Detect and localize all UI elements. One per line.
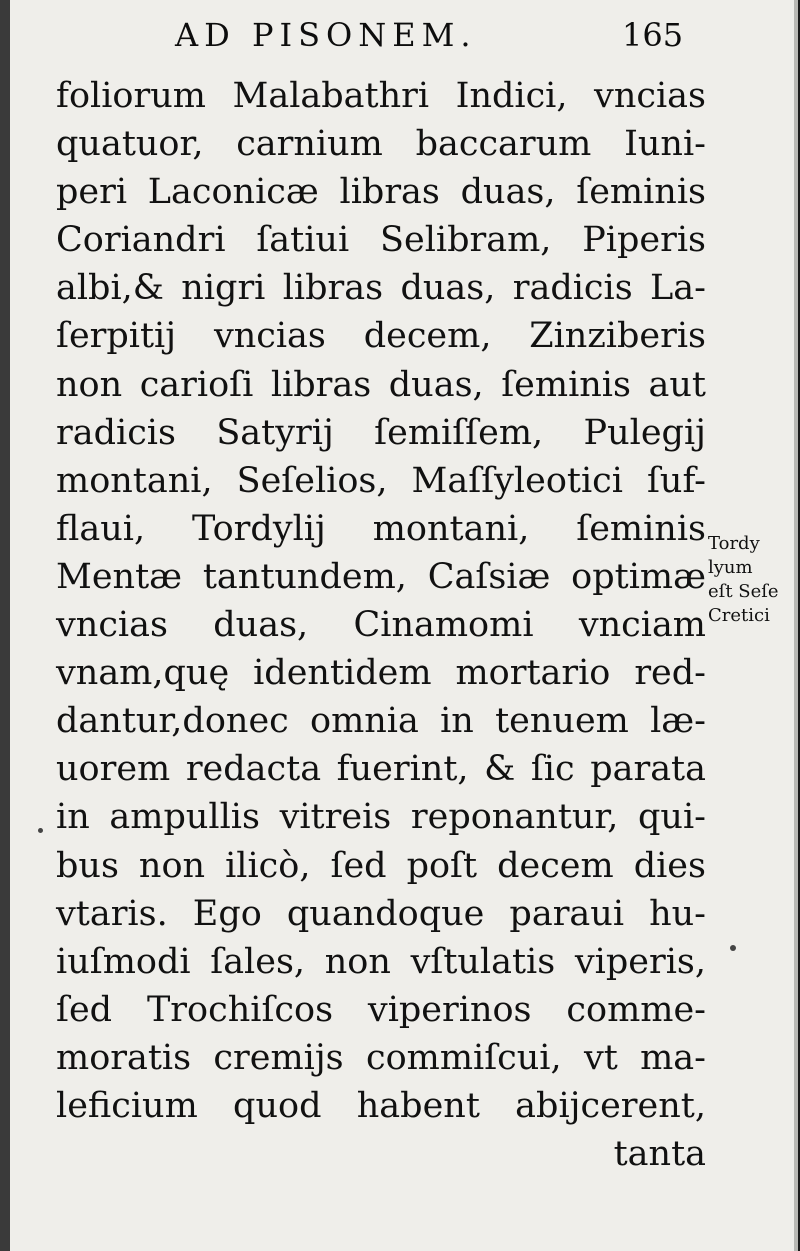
text-line: uorem redacta fuerint, & ſic parata xyxy=(56,749,706,790)
text-line: albi,& nigri libras duas, radicis La- xyxy=(56,268,706,309)
marginal-note xyxy=(708,532,794,628)
marginal-note-line: Tordy xyxy=(708,533,760,554)
text-line: non carioſi libras duas, ſeminis aut xyxy=(56,364,706,405)
text-line: moratis cremijs commiſcui, vt ma- xyxy=(56,1037,706,1078)
text-line: vtaris. Ego quandoque paraui hu- xyxy=(56,893,706,934)
text-line: ſed Trochiſcos viperinos comme- xyxy=(56,989,706,1030)
text-line: in ampullis vitreis reponantur, qui- xyxy=(56,797,706,838)
text-line: peri Laconicæ libras duas, ſeminis xyxy=(56,172,706,213)
ink-speck xyxy=(38,828,43,833)
marginal-note-line: eſt Seſe xyxy=(708,581,779,602)
main-text-block xyxy=(56,72,706,1178)
catchword: tanta xyxy=(613,1134,706,1175)
text-line: quatuor, carnium baccarum Iuni- xyxy=(56,124,706,165)
page-header xyxy=(10,10,794,60)
ink-speck xyxy=(730,945,736,951)
text-line: montani, Seſelios, Maſſyleotici ſuf- xyxy=(56,460,706,501)
book-gutter-edge xyxy=(0,0,10,1251)
text-line: Coriandri ſatiui Selibram, Piperis xyxy=(56,220,706,261)
text-line: iuſmodi ſales, non vſtulatis viperis, xyxy=(56,941,706,982)
book-page xyxy=(10,0,798,1251)
page-number: 165 xyxy=(622,16,684,54)
text-line: Mentæ tantundem, Caſsiæ optimæ xyxy=(56,556,706,597)
text-line: bus non ilicò, ſed poſt decem dies xyxy=(56,845,706,886)
text-line: dantur,donec omnia in tenuem læ- xyxy=(56,701,706,742)
text-line: ſerpitij vncias decem, Zinziberis xyxy=(56,316,706,357)
marginal-note-line: lyum xyxy=(708,557,753,578)
text-line: foliorum Malabathri Indici, vncias xyxy=(56,76,706,116)
text-line: vnam,quę identidem mortario red- xyxy=(56,653,706,694)
text-line: leficium quod habent abijcerent, xyxy=(56,1085,706,1126)
text-line: radicis Satyrij ſemiſſem, Pulegij xyxy=(56,412,706,453)
marginal-note-line: Cretici xyxy=(708,605,770,626)
text-line: vncias duas, Cinamomi vnciam xyxy=(56,605,706,646)
running-head: AD PISONEM. xyxy=(175,16,477,54)
text-line: flaui, Tordylij montani, ſeminis xyxy=(56,508,706,549)
